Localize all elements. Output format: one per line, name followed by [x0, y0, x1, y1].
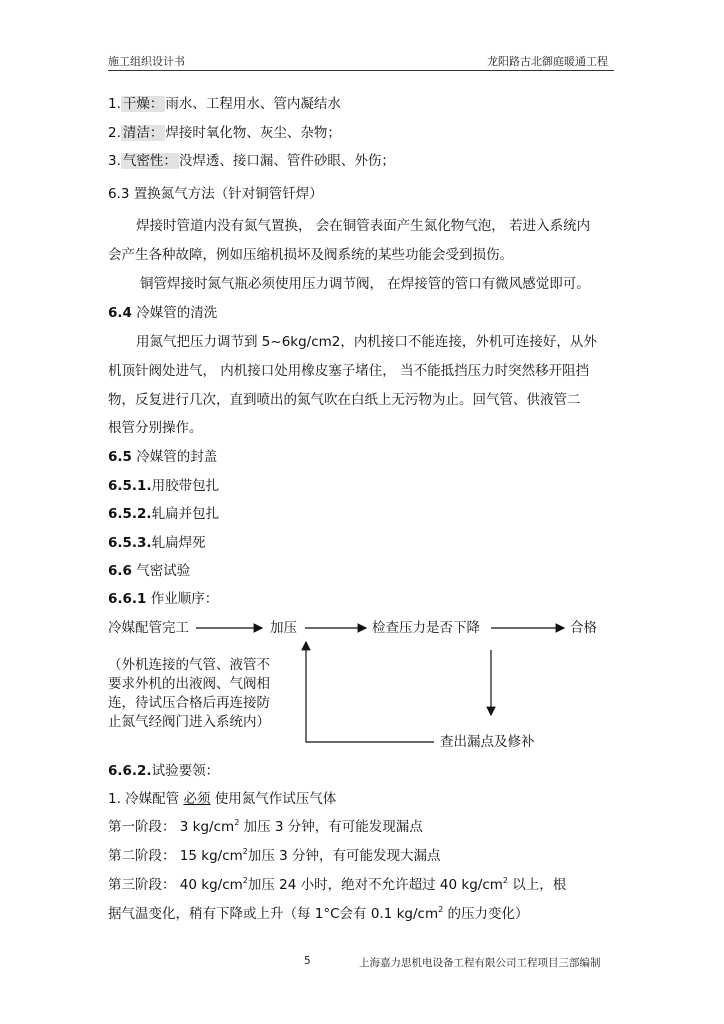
test-requirement	[108, 791, 336, 807]
stage-value: 15 kg/cm	[175, 848, 243, 864]
page-number: 5	[304, 955, 311, 967]
list-desc: 没焊透、接口漏、管件砂眼、外伤；	[178, 153, 395, 169]
section-6-4-line4: 根管分别操作。	[108, 420, 203, 436]
flow-step-repair: 查出漏点及修补	[440, 734, 535, 750]
subsection-num: 6.5.1.	[108, 478, 152, 494]
subsection-text: 用胶带包扎	[151, 478, 220, 494]
section-6-3-para2: 铜管焊接时氮气瓶必须使用压力调节阀， 在焊接管的管口有微风感觉即可。	[140, 276, 590, 292]
footer-company: 上海嘉力思机电设备工程有限公司工程项目三部编制	[359, 957, 601, 969]
section-6-4-line1: 用氮气把压力调节到 5~6kg/cm2，内机接口不能连接，外机可连接好，从外	[136, 334, 597, 350]
section-title: 冷媒管的清洗	[136, 305, 218, 321]
subsection-title: 试验要领：	[151, 763, 220, 779]
stage-rest: 据气温变化，稍有下降或上升（每 1°C会有 0.1 kg/cm	[108, 906, 439, 922]
stage-rest: 加压 3 分钟，有可能发现大漏点	[247, 848, 441, 864]
section-6-4-line2: 机顶针阀处进气， 内机接口处用橡皮塞子堵住， 当不能抵挡压力时突然移开阻挡	[108, 363, 590, 379]
stage-rest: 以上，根	[508, 877, 567, 893]
stage-sup: 2	[438, 904, 444, 914]
subsection-num: 6.6.1	[108, 591, 147, 607]
section-title: 冷媒管的封盖	[136, 449, 218, 465]
requirement-must: 必须	[183, 791, 211, 807]
flow-step-pressurize: 加压	[270, 620, 297, 636]
header-right: 龙阳路古北御庭暖通工程	[487, 55, 608, 68]
flow-note-line: 要求外机的出液阀、气阀相	[108, 676, 270, 692]
stage-rest: 的压力变化）	[443, 906, 529, 922]
section-6-3-para1-line2: 会产生各种故障，例如压缩机损坏及阀系统的某些功能会受到损伤。	[108, 247, 513, 263]
flow-note-line: 止氮气经阀门进入系统内）	[108, 714, 270, 730]
flow-step-pass: 合格	[570, 620, 597, 636]
list-num: 1.	[108, 96, 121, 112]
stage-label: 第二阶段：	[108, 848, 176, 864]
section-6-3-title: 6.3 置换氮气方法（针对铜管钎焊）	[108, 186, 323, 202]
section-num: 6.6	[108, 563, 132, 579]
section-6-6-2-title	[108, 763, 219, 779]
stage-rest: 加压 24 小时，绝对不允许超过 40 kg/cm	[247, 877, 503, 893]
arrow-repair-to-pressurize	[306, 642, 434, 742]
subsection-title: 作业顺序：	[150, 591, 219, 607]
flow-step-check: 检查压力是否下降	[372, 620, 480, 636]
subsection-num: 6.5.2.	[108, 506, 152, 522]
stage-sup: 2	[502, 875, 508, 885]
requirement-prefix: 1. 冷媒配管	[108, 791, 184, 807]
list-desc: 雨水、工程用水、管内凝结水	[165, 96, 341, 112]
list-num: 2.	[108, 125, 121, 141]
list-term: 气密性：	[122, 153, 177, 169]
list-term: 清洁：	[122, 125, 164, 141]
section-num: 6.4	[108, 305, 132, 321]
stage-value: 3 kg/cm	[175, 819, 235, 835]
flow-step-complete: 冷媒配管完工	[108, 620, 189, 636]
flow-note-line: 连，待试压合格后再连接防	[108, 695, 270, 711]
subsection-text: 轧扁并包扎	[151, 506, 220, 522]
subsection-num: 6.6.2.	[108, 763, 152, 779]
stage-3-continued	[108, 906, 529, 922]
header-left: 施工组织设计书	[108, 55, 185, 68]
stage-label: 第一阶段：	[108, 819, 176, 835]
stage-sup: 2	[242, 846, 248, 856]
list-desc: 焊接时氧化物、灰尘、杂物；	[165, 125, 341, 141]
stage-sup: 2	[234, 817, 240, 827]
requirement-suffix: 使用氮气作试压气体	[210, 791, 337, 807]
list-num: 3.	[108, 153, 121, 169]
section-title: 气密试验	[136, 563, 191, 579]
section-6-3-para1-line1: 焊接时管道内没有氮气置换， 会在铜管表面产生氮化物气泡， 若进入系统内	[136, 218, 591, 234]
stage-value: 40 kg/cm	[175, 877, 243, 893]
list-term: 干燥：	[122, 96, 164, 112]
section-6-4-line3: 物，反复进行几次，直到喷出的氮气吹在白纸上无污物为止。回气管、供液管二	[108, 392, 581, 408]
stage-1	[108, 819, 423, 835]
subsection-num: 6.5.3.	[108, 535, 152, 551]
stage-label: 第三阶段：	[108, 877, 176, 893]
stage-2	[108, 848, 441, 864]
stage-sup: 2	[242, 875, 248, 885]
stage-3	[108, 877, 566, 893]
section-num: 6.5	[108, 449, 132, 465]
subsection-text: 轧扁焊死	[151, 535, 206, 551]
flow-note-line: （外机连接的气管、液管不	[108, 657, 270, 673]
stage-rest: 加压 3 分钟，有可能发现漏点	[239, 819, 423, 835]
